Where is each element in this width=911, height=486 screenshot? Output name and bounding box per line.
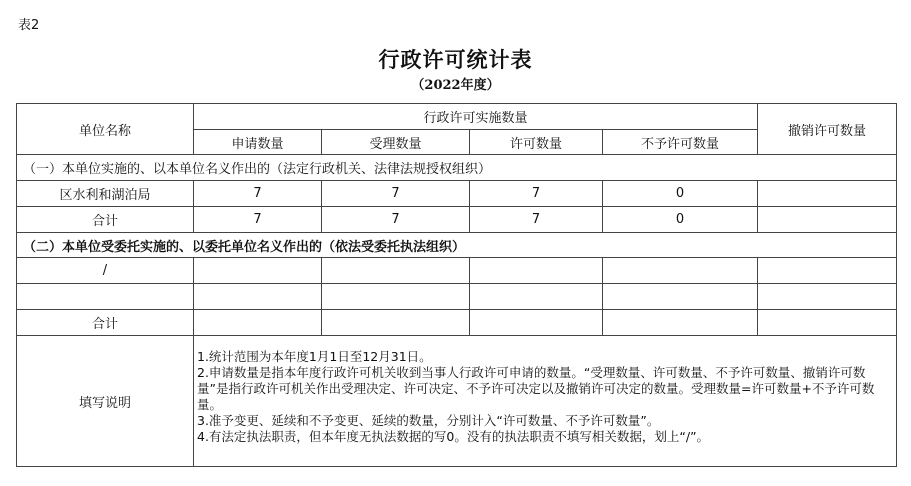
cell-permit (470, 258, 603, 284)
cell-deny (603, 258, 758, 284)
cell-apply: 7 (194, 181, 322, 207)
note-item: 1.统计范围为本年度1月1日至12月31日。 (197, 349, 432, 364)
cell-accept (322, 284, 470, 310)
cell-revoke (758, 284, 897, 310)
cell-unit: 合计 (17, 207, 194, 233)
table-row-total (17, 310, 897, 336)
cell-unit: 区水利和湖泊局 (17, 181, 194, 207)
cell-apply: 7 (194, 207, 322, 233)
statistics-table (16, 103, 897, 467)
cell-permit (470, 310, 603, 336)
cell-deny (603, 310, 758, 336)
cell-revoke (758, 181, 897, 207)
header-deny: 不予许可数量 (603, 130, 758, 155)
table-row-total (17, 207, 897, 233)
page-title: 行政许可统计表 (378, 47, 533, 72)
cell-deny (603, 284, 758, 310)
header-apply: 申请数量 (194, 130, 322, 155)
notes-row (17, 336, 897, 467)
cell-revoke (758, 310, 897, 336)
cell-deny: 0 (603, 207, 758, 233)
header-revoke: 撤销许可数量 (758, 104, 897, 155)
table-row (17, 258, 897, 284)
cell-deny: 0 (603, 181, 758, 207)
cell-accept (322, 310, 470, 336)
header-impl-group: 行政许可实施数量 (194, 104, 758, 130)
table-row (17, 284, 897, 310)
note-item: 4.有法定执法职责，但本年度无执法数据的写0。没有的执法职责不填写相关数据，划上“/”。 (197, 429, 710, 444)
cell-revoke (758, 258, 897, 284)
header-accept: 受理数量 (322, 130, 470, 155)
table-row (17, 181, 897, 207)
cell-apply (194, 258, 322, 284)
cell-accept: 7 (322, 181, 470, 207)
cell-apply (194, 284, 322, 310)
cell-unit: 合计 (17, 310, 194, 336)
section-1-title-row (17, 155, 897, 181)
cell-permit: 7 (470, 207, 603, 233)
note-item: 2.申请数量是指本年度行政许可机关收到当事人行政许可申请的数量。“受理数量、许可数量、不予许可数量、撤销许可数量”是指行政许可机关作出受理决定、许可决定、不予许可决定以及撤销许可决定的数量。受理数量=许可数量+不予许可数量。 (197, 365, 875, 412)
cell-accept (322, 258, 470, 284)
cell-permit (470, 284, 603, 310)
section-1-title: （一）本单位实施的、以本单位名义作出的（法定行政机关、法律法规授权组织） (17, 155, 897, 181)
notes-content (194, 336, 897, 467)
cell-permit: 7 (470, 181, 603, 207)
table-label: 表2 (18, 18, 40, 33)
cell-unit: / (17, 258, 194, 284)
page-subtitle: （2022年度） (411, 78, 500, 93)
notes-label: 填写说明 (17, 336, 194, 467)
cell-apply (194, 310, 322, 336)
cell-accept: 7 (322, 207, 470, 233)
note-item: 3.准予变更、延续和不予变更、延续的数量，分别计入“许可数量、不予许可数量”。 (197, 413, 660, 428)
cell-revoke (758, 207, 897, 233)
cell-unit (17, 284, 194, 310)
header-unit-name: 单位名称 (17, 104, 194, 155)
header-permit: 许可数量 (470, 130, 603, 155)
section-2-title-row (17, 233, 897, 258)
header-row-1 (17, 104, 897, 130)
section-2-title: （二）本单位受委托实施的、以委托单位名义作出的（依法受委托执法组织） (17, 233, 897, 258)
